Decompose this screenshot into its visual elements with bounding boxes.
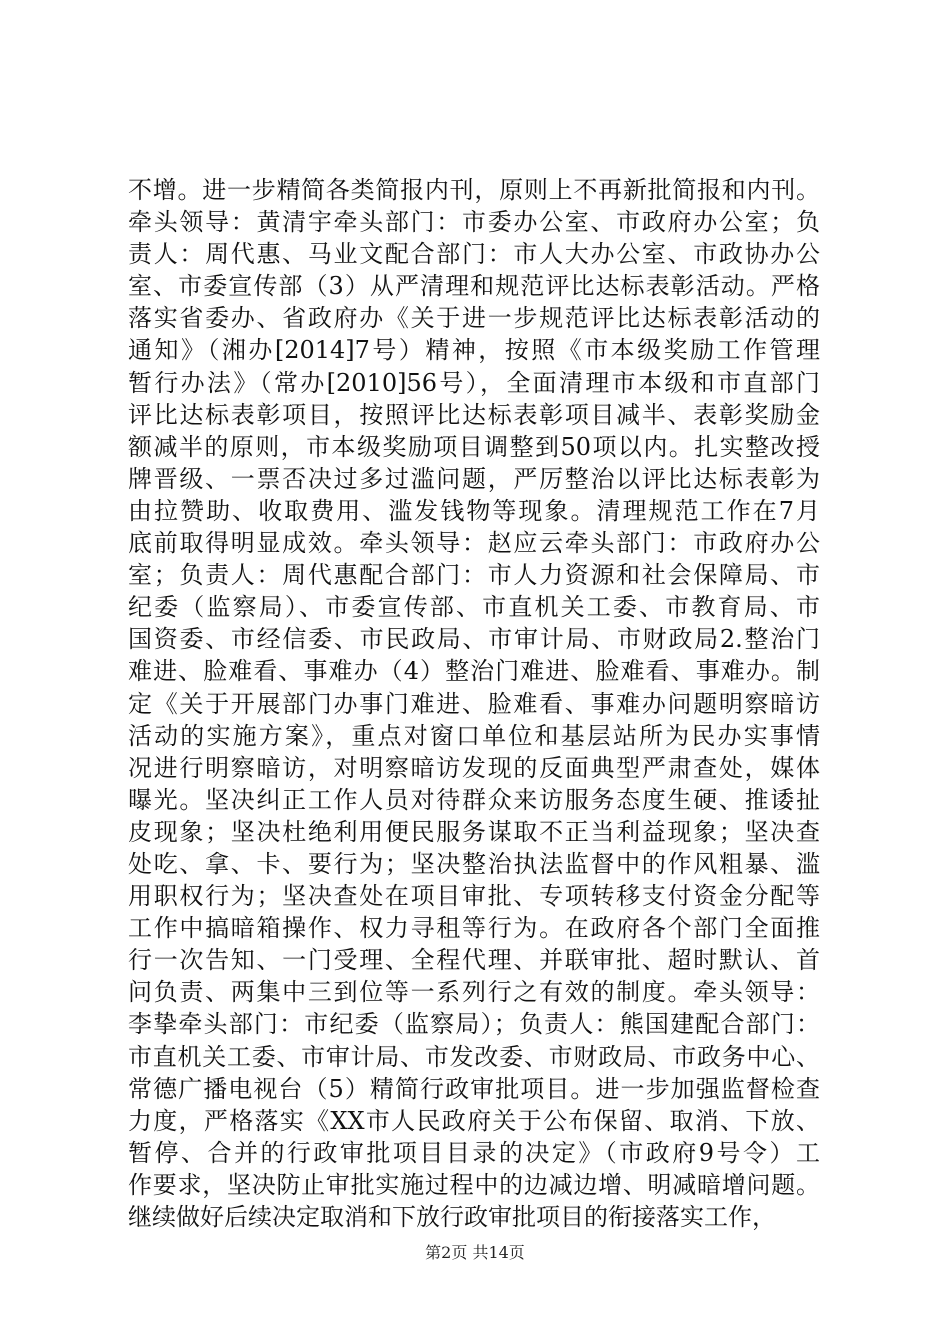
text-line-28: 市直机关工委、市审计局、市发改委、市财政局、市政务中心、 bbox=[128, 1042, 820, 1071]
text-line-13: 室；负责人：周代惠配合部门：市人力资源和社会保障局、市 bbox=[128, 561, 820, 590]
text-line-5: 落实省委办、省政府办《关于进一步规范评比达标表彰活动的 bbox=[128, 304, 820, 333]
text-line-14: 纪委（监察局）、市委宣传部、市直机关工委、市教育局、市 bbox=[128, 593, 820, 622]
text-line-17: 定《关于开展部门办事门难进、脸难看、事难办问题明察暗访 bbox=[128, 689, 820, 718]
text-line-22: 处吃、拿、卡、要行为；坚决整治执法监督中的作风粗暴、滥 bbox=[128, 849, 820, 878]
text-line-20: 曝光。坚决纠正工作人员对待群众来访服务态度生硬、推诿扯 bbox=[128, 785, 820, 814]
text-line-3: 责人：周代惠、马业文配合部门：市人大办公室、市政协办公 bbox=[128, 240, 820, 269]
text-line-16: 难进、脸难看、事难办（4）整治门难进、脸难看、事难办。制 bbox=[128, 657, 820, 686]
text-line-2: 牵头领导：黄清宇牵头部门：市委办公室、市政府办公室；负 bbox=[128, 208, 820, 237]
text-line-11: 由拉赞助、收取费用、滥发钱物等现象。清理规范工作在7月 bbox=[128, 496, 820, 525]
text-line-21: 皮现象；坚决杜绝利用便民服务谋取不正当利益现象；坚决查 bbox=[128, 817, 820, 846]
text-line-8: 评比达标表彰项目，按照评比达标表彰项目减半、表彰奖励金 bbox=[128, 400, 820, 429]
text-line-10: 牌晋级、一票否决过多过滥问题，严厉整治以评比达标表彰为 bbox=[128, 464, 820, 493]
text-line-23: 用职权行为；坚决查处在项目审批、专项转移支付资金分配等 bbox=[128, 882, 820, 911]
text-line-7: 暂行办法》（常办[2010]56号），全面清理市本级和市直部门 bbox=[128, 368, 820, 397]
text-line-1: 不增。进一步精简各类简报内刊，原则上不再新批简报和内刊。 bbox=[128, 176, 820, 204]
text-line-30: 力度，严格落实《XX市人民政府关于公布保留、取消、下放、 bbox=[128, 1106, 820, 1135]
text-line-18: 活动的实施方案》，重点对窗口单位和基层站所为民办实事情 bbox=[128, 721, 820, 750]
text-line-32: 作要求，坚决防止审批实施过程中的边减边增、明减暗增问题。 bbox=[128, 1170, 820, 1199]
body-text bbox=[128, 174, 820, 1233]
text-line-33: 继续做好后续决定取消和下放行政审批项目的衔接落实工作， bbox=[128, 1203, 776, 1231]
text-line-9: 额减半的原则，市本级奖励项目调整到50项以内。扎实整改授 bbox=[128, 432, 820, 461]
text-line-26: 问负责、两集中三到位等一系列行之有效的制度。牵头领导： bbox=[128, 978, 820, 1007]
text-line-19: 况进行明察暗访，对明察暗访发现的反面典型严肃查处，媒体 bbox=[128, 753, 820, 782]
text-line-31: 暂停、合并的行政审批项目目录的决定》（市政府9号令）工 bbox=[128, 1138, 820, 1167]
text-line-6: 通知》（湘办[2014]7号）精神，按照《市本级奖励工作管理 bbox=[128, 336, 820, 365]
text-line-12: 底前取得明显成效。牵头领导：赵应云牵头部门：市政府办公 bbox=[128, 529, 820, 558]
text-line-4: 室、市委宣传部（3）从严清理和规范评比达标表彰活动。严格 bbox=[128, 272, 820, 301]
page-number-label: 第2页 共14页 bbox=[425, 1243, 525, 1262]
text-line-27: 李挚牵头部门：市纪委（监察局）；负责人：熊国建配合部门： bbox=[128, 1010, 820, 1039]
text-line-29: 常德广播电视台（5）精简行政审批项目。进一步加强监督检查 bbox=[128, 1074, 820, 1103]
text-line-15: 国资委、市经信委、市民政局、市审计局、市财政局2.整治门 bbox=[128, 625, 820, 654]
page-footer bbox=[0, 1243, 950, 1263]
text-line-24: 工作中搞暗箱操作、权力寻租等行为。在政府各个部门全面推 bbox=[128, 914, 820, 943]
text-line-25: 行一次告知、一门受理、全程代理、并联审批、超时默认、首 bbox=[128, 946, 820, 975]
